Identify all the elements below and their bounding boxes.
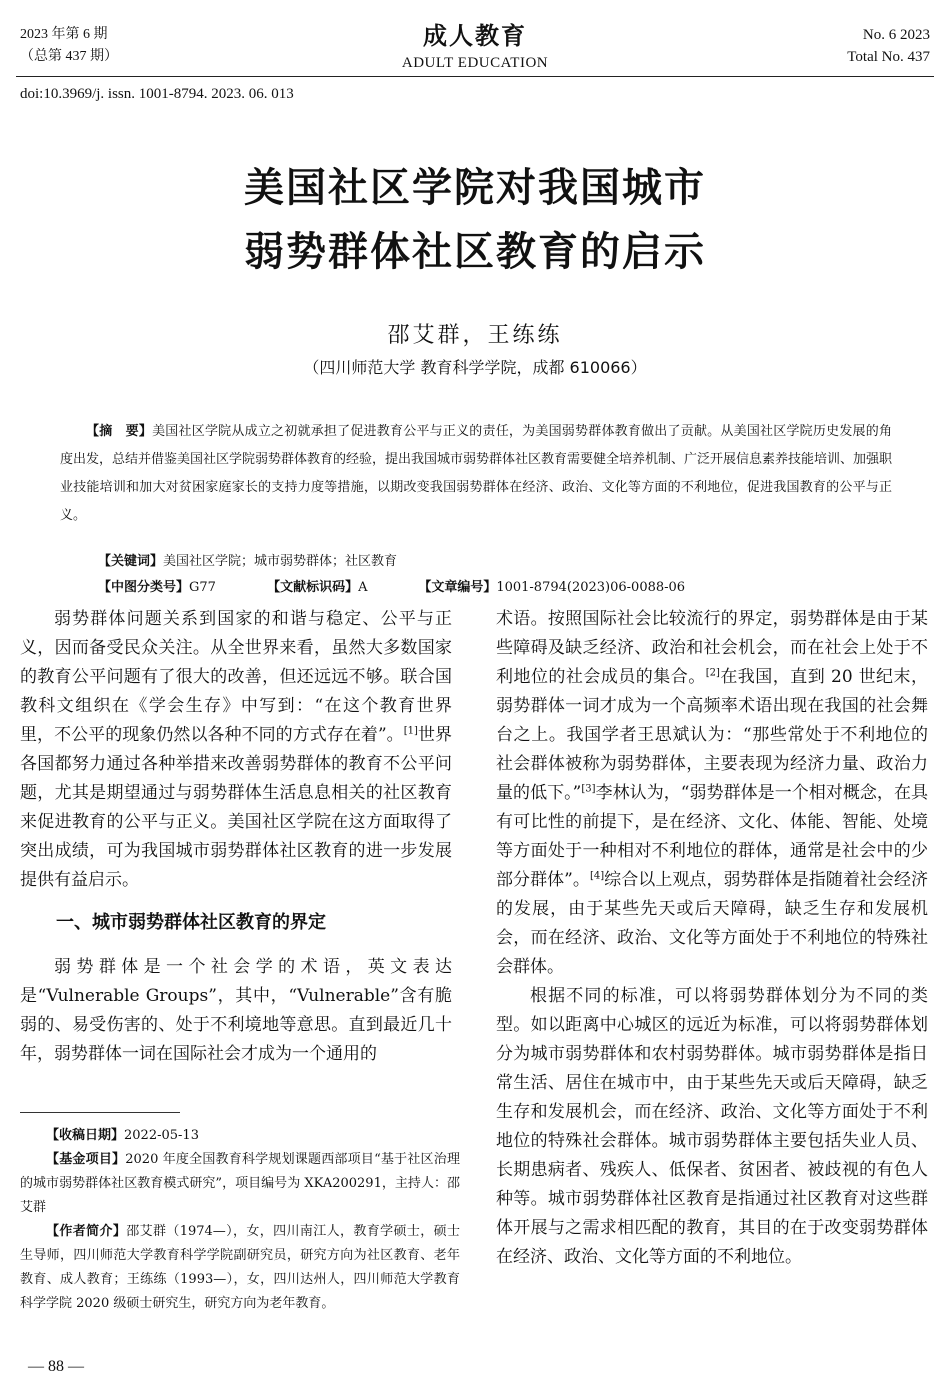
- keywords-label: 【关键词】: [98, 554, 164, 569]
- page-number: — 88 —: [28, 1358, 84, 1375]
- paragraph-types: 根据不同的标准，可以将弱势群体划分为不同的类型。如以距离中心城区的远近为标准，可以将弱势群体划分为城市弱势群体和农村弱势群体。城市弱势群体是指日常生活、居住在城市中，由于某些先天或后天障碍，缺乏生存和发展机会，而在经济、政治、文化等方面处于不利地位的特殊社会群体。城市弱势群体主要包括失业人员、长期患病者、残疾人、低保者、贫困者、被歧视的有色人种等。城市弱势群体社区教育是指通过社区教育对这些群体开展与之需求相匹配的教育，其目的在于改变弱势群体在经济、政治、文化等方面的不利地位。: [496, 986, 928, 1267]
- issue-en: No. 6 2023: [862, 27, 930, 43]
- citation-2: [2]: [705, 667, 720, 679]
- fund-label: 【基金项目】: [46, 1152, 126, 1167]
- body-column-right: [496, 605, 928, 1272]
- issue-cn: 2023 年第 6 期: [20, 27, 108, 42]
- paragraph-text: 李林认为，“弱势群体是一个相对概念，在具有可比性的前提下，是在经济、文化、体能、智能、处境等方面处于一种相对不利地位的群体，通常是社会中的少部分群体”。: [496, 783, 928, 890]
- paragraph-text: 世界各国都努力通过各种举措来改善弱势群体的教育不公平问题，尤其是期望通过与弱势群体生活息息相关的社区教育来促进教育的公平与正义。美国社区学院在这方面取得了突出成绩，可为我国城市弱势群体社区教育的进一步发展提供有益启示。: [20, 725, 452, 890]
- keywords: 美国社区学院；城市弱势群体；社区教育: [163, 554, 398, 569]
- body-column-left: [20, 605, 452, 1069]
- footnote-fund: [20, 1148, 460, 1220]
- citation-4: [4]: [589, 870, 605, 882]
- abstract-label: 【摘 要】: [86, 424, 153, 439]
- citation-3: [3]: [581, 783, 596, 795]
- paragraph-intro: [20, 605, 452, 895]
- abstract-text: 美国社区学院从成立之初就承担了促进教育公平与正义的责任，为美国弱势群体教育做出了贡献。从美国社区学院历史发展的角度出发，总结并借鉴美国社区学院弱势群体教育的经验，提出我国城市弱势群体社区教育需要健全培养机制、广泛开展信息素养技能培训、加强职业技能培训和加大对贫困家庭家长的支持力度等措施，以期改变我国弱势群体在经济、政治、文化等方面的不利地位，促进我国教育的公平与正义。: [60, 424, 893, 523]
- footnote-author: [20, 1220, 460, 1316]
- total-en: Total No. 437: [847, 49, 930, 65]
- title-line-1: 美国社区学院对我国城市: [244, 164, 706, 211]
- clc-code: G77: [189, 580, 216, 595]
- classification-row: [98, 575, 878, 601]
- affiliation: （四川师范大学 教育科学学院，成都 610066）: [303, 358, 647, 377]
- header-divider: [16, 76, 934, 77]
- paragraph-definition: 弱势群体是一个社会学的术语，英文表达是“Vulnerable Groups”，其中，“Vulnerable”含有脆弱的、易受伤害的、处于不利境地等意思。直到最近几十年，弱势群体一词在国际社会才成为一个通用的: [20, 957, 452, 1064]
- abstract: [60, 418, 892, 530]
- author-bio-label: 【作者简介】: [46, 1224, 127, 1239]
- paragraph-text: 弱势群体问题关系到国家的和谐与稳定、公平与正义，因而备受民众关注。从全世界来看，虽然大多数国家的教育公平问题有了很大的改善，但还远远不够。联合国教科文组织在《学会生存》中写到：“在这个教育世界里，不公平的现象仍然以各种不同的方式存在着”。: [20, 609, 452, 745]
- paragraph-text: 术语。按照国际社会比较流行的界定，弱势群体是由于某些障碍及缺乏经济、政治和社会机会，而在社会上处于不利地位的社会成员的集合。: [496, 609, 928, 687]
- clc-label: 【中图分类号】: [98, 580, 190, 595]
- author-bio: 邵艾群（1974—），女，四川南江人，教育学硕士，硕士生导师，四川师范大学教育科学学院副研究员，研究方向为社区教育、老年教育、成人教育；王练练（1993—），女，四川达州人，四川师范大学教育科学学院 2020 级硕士研究生，研究方向为老年教育。: [20, 1224, 460, 1311]
- header-issue-right: [847, 24, 930, 68]
- citation-1: [1]: [403, 725, 418, 737]
- article-metadata: [98, 549, 878, 601]
- journal-title-cn: 成人教育: [423, 22, 527, 50]
- paragraph-definition-cont: [496, 605, 928, 982]
- footnotes: [20, 1124, 460, 1316]
- total-cn: （总第 437 期）: [20, 49, 118, 64]
- paragraph-text: 在我国，直到 20 世纪末，弱势群体一词才成为一个高频率术语出现在我国的社会舞台之上。我国学者王思斌认为：“那些常处于不利地位的社会群体被称为弱势群体，主要表现为经济力量、政治力量的低下。”: [496, 667, 928, 803]
- article-number-label: 【文章编号】: [418, 580, 497, 595]
- received-date: 2022-05-13: [124, 1128, 199, 1143]
- doi: doi:10.3969/j. issn. 1001-8794. 2023. 06. 013: [20, 86, 294, 102]
- section-heading: 一、城市弱势群体社区教育的界定: [56, 912, 326, 933]
- paragraph-text: 综合以上观点，弱势群体是指随着社会经济的发展，由于某些先天或后天障碍，缺乏生存和发展机会，而在经济、政治、文化等方面处于不利地位的特殊社会群体。: [496, 870, 928, 977]
- doc-code: A: [358, 580, 368, 595]
- authors: 邵艾群，王练练: [387, 323, 563, 348]
- article-title: [0, 156, 950, 284]
- journal-title-en: ADULT EDUCATION: [401, 55, 549, 71]
- received-label: 【收稿日期】: [46, 1128, 125, 1143]
- article-number: 1001-8794(2023)06-0088-06: [496, 580, 686, 595]
- doc-code-label: 【文献标识码】: [267, 580, 359, 595]
- footnote-received: [20, 1124, 460, 1148]
- journal-masthead: [0, 16, 950, 72]
- fund-text: 2020 年度全国教育科学规划课题西部项目“基于社区治理的城市弱势群体社区教育模式研究”，项目编号为 XKA200291，主持人：邵艾群: [20, 1152, 460, 1215]
- footnote-divider: [20, 1112, 180, 1113]
- keywords-row: [98, 549, 878, 575]
- title-line-2: 弱势群体社区教育的启示: [244, 228, 706, 275]
